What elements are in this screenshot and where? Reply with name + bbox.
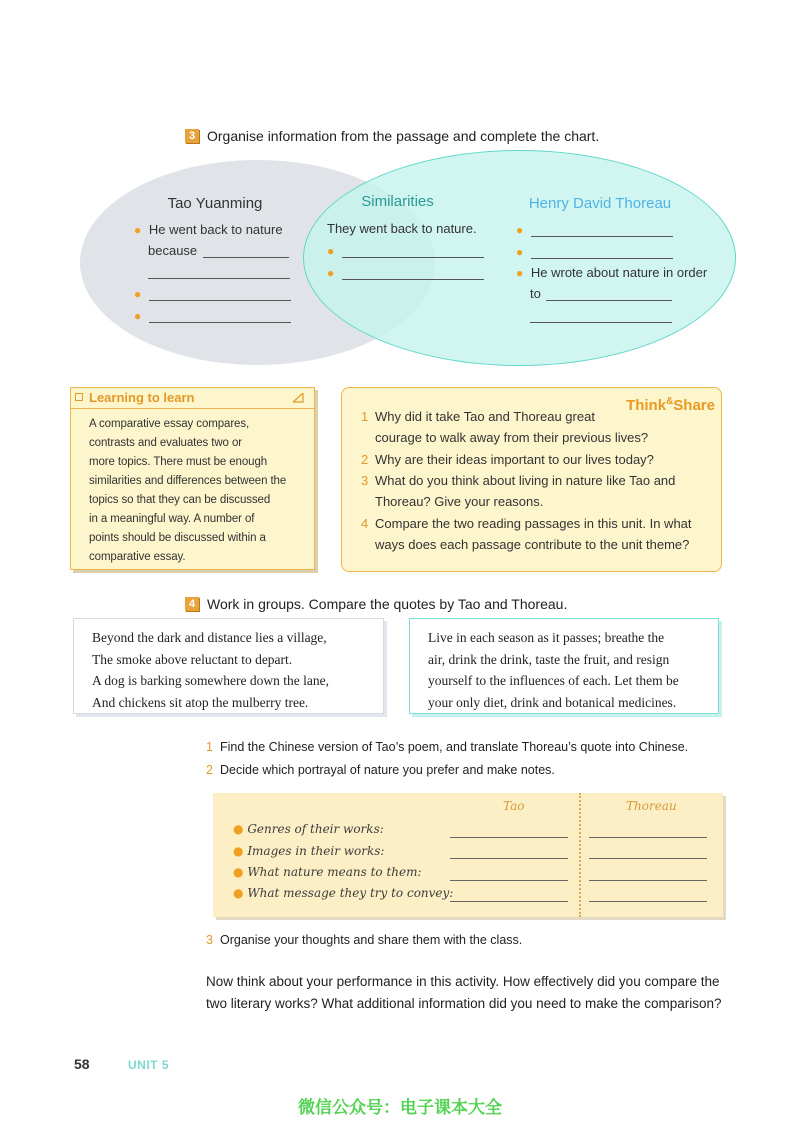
answer-blank[interactable]	[531, 246, 673, 259]
bullet-icon: ●	[134, 223, 142, 237]
notes-divider	[579, 793, 581, 917]
lightbulb-icon: &	[666, 396, 674, 407]
answer-blank[interactable]	[342, 267, 484, 280]
learning-to-learn-header	[71, 388, 314, 409]
notes-blank-thoreau[interactable]	[589, 858, 707, 859]
task-number-badge: 4	[185, 597, 199, 611]
bullet-icon: ●	[516, 266, 524, 280]
think-question-4: 4 Compare the two reading passages in this unit. In what ways does each passage contribute to the unit theme?	[361, 516, 692, 552]
watermark-text: 微信公众号：电子课本大全	[298, 1098, 502, 1117]
step-3: 3 Organise your thoughts and share them with the class.	[206, 933, 523, 947]
venn-left-item-1: ● He went back to nature	[134, 222, 283, 237]
venn-left-line	[148, 264, 290, 279]
bullet-icon: ●	[327, 244, 335, 258]
bullet-icon: ●	[134, 309, 142, 323]
answer-blank[interactable]	[546, 288, 672, 301]
unit-label: UNIT 5	[128, 1058, 170, 1072]
notes-row-nature: ● What nature means to them:	[233, 865, 422, 879]
venn-right-item-3: ● He wrote about nature in order	[516, 265, 708, 280]
think-and-share-box	[341, 387, 722, 572]
step-2: 2 Decide which portrayal of nature you prefer and make notes.	[206, 763, 555, 777]
notes-row-genres: ● Genres of their works:	[233, 822, 384, 836]
notes-blank-tao[interactable]	[450, 901, 568, 902]
checkbox-icon	[75, 393, 83, 401]
think-question-2: 2 Why are their ideas important to our lives today?	[361, 452, 654, 467]
task-3-heading	[185, 128, 599, 144]
answer-blank[interactable]	[203, 245, 289, 258]
corner-triangle-icon	[293, 393, 304, 403]
venn-title-tao: Tao Yuanming	[167, 195, 263, 212]
notes-blank-tao[interactable]	[450, 858, 568, 859]
bullet-icon: ●	[516, 223, 524, 237]
notes-blank-thoreau[interactable]	[589, 837, 707, 838]
page-number: 58	[74, 1056, 90, 1072]
venn-right-item-3-cont: to	[530, 286, 672, 301]
quote-thoreau-box: Live in each season as it passes; breathe the air, drink the drink, taste the fruit, and resign yourself to the influences of each. Let them be your only diet, drink and botanical medicines.	[409, 618, 719, 714]
venn-right-line	[530, 308, 672, 323]
venn-middle-item-2	[327, 265, 484, 280]
task-4-instruction: Work in groups. Compare the quotes by Tao and Thoreau.	[207, 596, 568, 612]
venn-left-item-1-cont: because	[148, 243, 289, 258]
notes-blank-thoreau[interactable]	[589, 880, 707, 881]
venn-left-item-2	[134, 286, 291, 301]
venn-title-thoreau: Henry David Thoreau	[528, 195, 672, 212]
answer-blank[interactable]	[530, 310, 672, 323]
notes-table	[213, 793, 723, 917]
learning-to-learn-title: Learning to learn	[89, 390, 195, 405]
answer-blank[interactable]	[149, 288, 291, 301]
notes-blank-thoreau[interactable]	[589, 901, 707, 902]
answer-blank[interactable]	[342, 245, 484, 258]
learning-to-learn-text: A comparative essay compares, contrasts and evaluates two or more topics. There must be enough similarities and differences between the topics so that they can be discussed in a meaningful way. A number of points should be discussed within a comparative essay.	[89, 418, 287, 563]
notes-row-message: ● What message they try to convey:	[233, 886, 454, 900]
task-number-badge: 3	[185, 129, 199, 143]
venn-right-item-2	[516, 244, 673, 259]
learning-to-learn-box	[70, 387, 315, 570]
step-1: 1 Find the Chinese version of Tao’s poem, and translate Thoreau’s quote into Chinese.	[206, 740, 689, 754]
notes-column-tao: Tao	[503, 799, 525, 813]
think-share-logo: Think&Share	[626, 396, 715, 414]
quote-tao-box: Beyond the dark and distance lies a village, The smoke above reluctant to depart. A dog is barking somewhere down the lane, And chickens sit atop the mulberry tree.	[73, 618, 384, 714]
reflection-paragraph: Now think about your performance in this activity. How effectively did you compare the two literary works? What additional information did you need to make the comparison?	[206, 974, 722, 1011]
task-3-instruction: Organise information from the passage and complete the chart.	[207, 128, 600, 144]
bullet-icon: ●	[327, 266, 335, 280]
bullet-icon: ●	[516, 245, 524, 259]
venn-middle-text: They went back to nature.	[327, 221, 477, 236]
notes-column-thoreau: Thoreau	[626, 799, 677, 813]
venn-right-item-1	[516, 222, 673, 237]
think-question-1: 1 Why did it take Tao and Thoreau great courage to walk away from their previous lives?	[361, 409, 649, 445]
notes-blank-tao[interactable]	[450, 880, 568, 881]
answer-blank[interactable]	[531, 224, 673, 237]
notes-blank-tao[interactable]	[450, 837, 568, 838]
answer-blank[interactable]	[149, 310, 291, 323]
think-question-3: 3 What do you think about living in nature like Tao and Thoreau? Give your reasons.	[361, 473, 676, 509]
venn-title-similarities: Similarities	[361, 193, 434, 210]
answer-blank[interactable]	[148, 266, 290, 279]
bullet-icon: ●	[134, 287, 142, 301]
venn-middle-item-1	[327, 243, 484, 258]
venn-left-item-3	[134, 308, 291, 323]
task-4-heading	[185, 596, 567, 612]
notes-row-images: ● Images in their works:	[233, 844, 385, 858]
